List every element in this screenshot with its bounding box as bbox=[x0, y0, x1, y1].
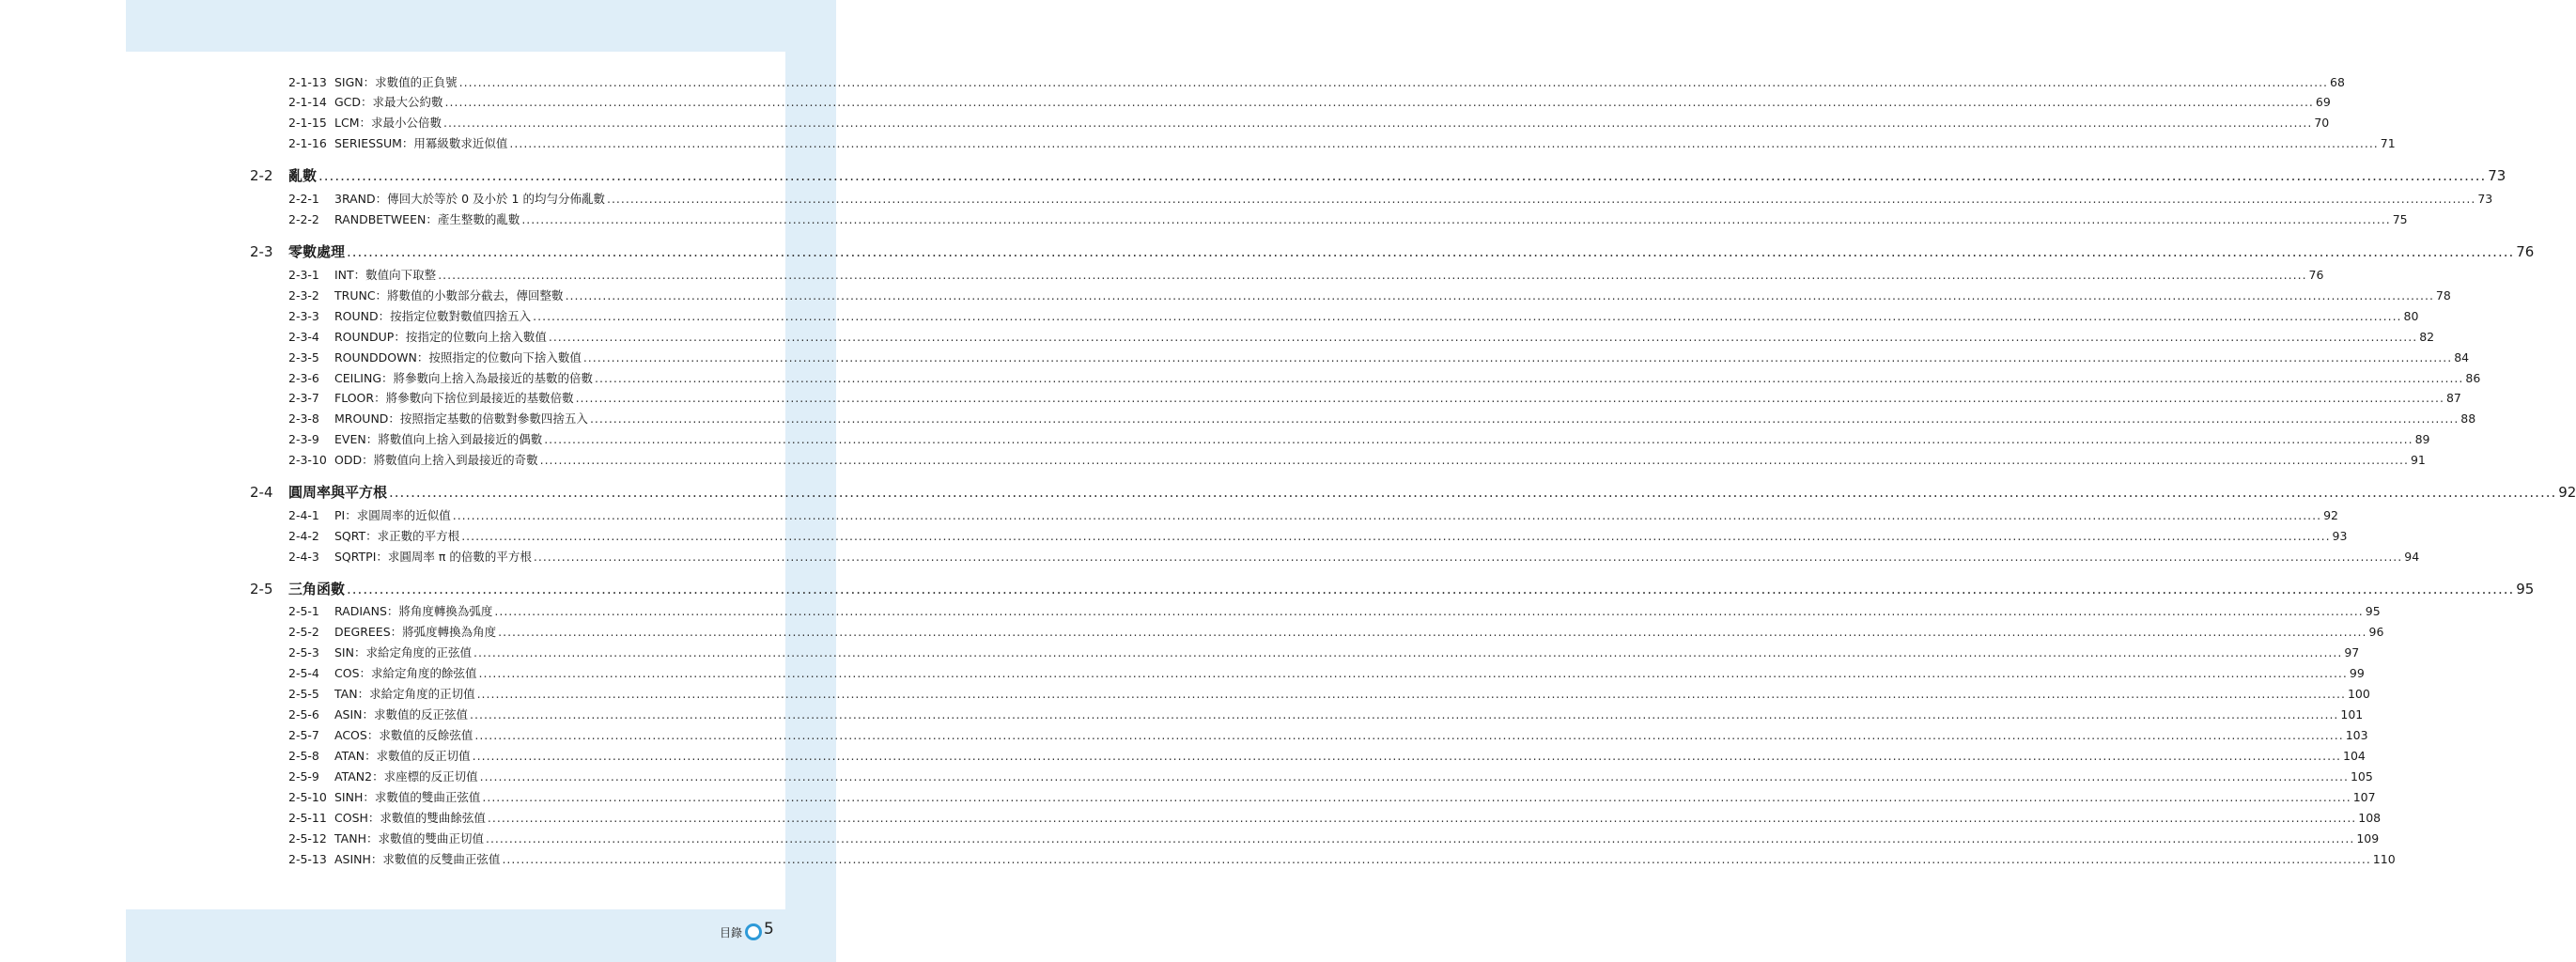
toc-title: COS：求給定角度的餘弦值 bbox=[334, 666, 477, 680]
dot-leader: ................................................................................................................................................................................................................................................................................................................................................................................................................ bbox=[318, 167, 2487, 184]
toc-page-number: 99 bbox=[2349, 666, 2365, 680]
toc-number: 2-4-1 bbox=[288, 508, 319, 522]
dot-leader: ................................................................................................................................................................................................................................................................................................................................................................................................................ bbox=[589, 411, 2460, 426]
toc-title: SQRTPI：求圓周率 π 的倍數的平方根 bbox=[334, 550, 532, 564]
toc-title: ASINH：求數值的反雙曲正弦值 bbox=[334, 852, 501, 866]
toc-number: 2-1-14 bbox=[288, 95, 327, 109]
toc-entry[interactable] bbox=[288, 644, 2360, 662]
toc-page-number: 92 bbox=[2558, 484, 2576, 501]
toc-page-number: 73 bbox=[2477, 192, 2493, 206]
toc-section-heading[interactable] bbox=[250, 164, 2506, 187]
dot-leader: ................................................................................................................................................................................................................................................................................................................................................................................................................ bbox=[478, 666, 2348, 680]
toc-page-number: 76 bbox=[2308, 268, 2324, 282]
toc-entry[interactable] bbox=[288, 747, 2366, 766]
toc-page-number: 94 bbox=[2404, 550, 2420, 564]
dot-leader: ................................................................................................................................................................................................................................................................................................................................................................................................................ bbox=[494, 604, 2364, 618]
dot-leader: ................................................................................................................................................................................................................................................................................................................................................................................................................ bbox=[444, 95, 2314, 109]
toc-page-number: 103 bbox=[2345, 728, 2368, 742]
dot-leader: ................................................................................................................................................................................................................................................................................................................................................................................................................ bbox=[606, 192, 2476, 206]
toc-entry[interactable] bbox=[288, 548, 2420, 566]
toc-title: TANH：求數值的雙曲正切值 bbox=[334, 831, 484, 846]
toc-title: TAN：求給定角度的正切值 bbox=[334, 687, 475, 701]
toc-title: 三角函數 bbox=[288, 581, 346, 597]
toc-title: PI：求圓周率的近似值 bbox=[334, 508, 451, 522]
toc-title: COSH：求數值的雙曲餘弦值 bbox=[334, 811, 486, 825]
dot-leader: ................................................................................................................................................................................................................................................................................................................................................................................................................ bbox=[389, 484, 2557, 501]
dot-leader: ................................................................................................................................................................................................................................................................................................................................................................................................................ bbox=[565, 288, 2434, 303]
toc-title: SQRT：求正數的平方根 bbox=[334, 529, 460, 543]
toc-number: 2-1-15 bbox=[288, 116, 327, 130]
toc-title: INT：數值向下取整 bbox=[334, 268, 437, 282]
toc-title: 3RAND：傳回大於等於 0 及小於 1 的均勻分佈亂數 bbox=[334, 192, 605, 206]
dot-leader: ................................................................................................................................................................................................................................................................................................................................................................................................................ bbox=[533, 309, 2402, 323]
toc-entry[interactable] bbox=[288, 93, 2331, 112]
toc-page-number: 104 bbox=[2343, 749, 2366, 763]
toc-title: 圓周率與平方根 bbox=[288, 484, 388, 501]
toc-entry[interactable] bbox=[288, 210, 2408, 229]
top-band bbox=[126, 0, 836, 52]
toc-entry[interactable] bbox=[288, 527, 2348, 546]
toc-number: 2-3-5 bbox=[288, 350, 319, 365]
toc-title: 零數處理 bbox=[288, 243, 346, 260]
toc-page-number: 92 bbox=[2323, 508, 2338, 522]
dot-leader: ................................................................................................................................................................................................................................................................................................................................................................................................................ bbox=[442, 116, 2313, 130]
toc-number: 2-5-13 bbox=[288, 852, 327, 866]
toc-page-number: 108 bbox=[2358, 811, 2382, 825]
dot-leader: ................................................................................................................................................................................................................................................................................................................................................................................................................ bbox=[470, 707, 2339, 722]
toc-entry[interactable] bbox=[288, 768, 2373, 786]
toc-entry[interactable] bbox=[288, 685, 2370, 704]
toc-number: 2-5-6 bbox=[288, 707, 319, 722]
toc-number: 2-5-4 bbox=[288, 666, 319, 680]
toc-title: TRUNC：將數值的小數部分截去，傳回整數 bbox=[334, 288, 564, 303]
toc-page-number: 88 bbox=[2460, 411, 2476, 426]
toc-page-number: 97 bbox=[2344, 645, 2360, 659]
toc-page-number: 95 bbox=[2365, 604, 2381, 618]
toc-entry[interactable] bbox=[288, 430, 2430, 449]
toc-number: 2-4-3 bbox=[288, 550, 319, 564]
dot-leader: ................................................................................................................................................................................................................................................................................................................................................................................................................ bbox=[474, 728, 2344, 742]
toc-title: ATAN：求數值的反正切值 bbox=[334, 749, 471, 763]
toc-page-number: 76 bbox=[2516, 243, 2535, 260]
toc-number: 2-3-7 bbox=[288, 391, 319, 405]
toc-number: 2-3-2 bbox=[288, 288, 319, 303]
toc-page-number: 82 bbox=[2419, 330, 2435, 344]
toc-title: DEGREES：將弧度轉換為角度 bbox=[334, 625, 497, 639]
toc-page-number: 78 bbox=[2435, 288, 2451, 303]
toc-page-number: 80 bbox=[2403, 309, 2419, 323]
toc-entry[interactable] bbox=[288, 788, 2376, 807]
dot-leader: ................................................................................................................................................................................................................................................................................................................................................................................................................ bbox=[461, 529, 2331, 543]
toc-entry[interactable] bbox=[288, 451, 2426, 470]
toc-entry[interactable] bbox=[288, 134, 2396, 153]
toc-number: 2-3 bbox=[250, 243, 273, 260]
toc-page-number: 96 bbox=[2368, 625, 2384, 639]
toc-number: 2-3-3 bbox=[288, 309, 319, 323]
dot-leader: ................................................................................................................................................................................................................................................................................................................................................................................................................ bbox=[473, 645, 2343, 659]
dot-leader: ................................................................................................................................................................................................................................................................................................................................................................................................................ bbox=[438, 268, 2307, 282]
page-number: 5 bbox=[764, 920, 774, 939]
toc-title: ASIN：求數值的反正弦值 bbox=[334, 707, 469, 722]
dot-leader: ................................................................................................................................................................................................................................................................................................................................................................................................................ bbox=[485, 831, 2355, 846]
dot-leader: ................................................................................................................................................................................................................................................................................................................................................................................................................ bbox=[472, 749, 2342, 763]
toc-number: 2-2-2 bbox=[288, 212, 319, 226]
toc-entry[interactable] bbox=[288, 623, 2384, 642]
toc-page-number: 73 bbox=[2488, 167, 2506, 184]
dot-leader: ................................................................................................................................................................................................................................................................................................................................................................................................................ bbox=[582, 350, 2453, 365]
toc-title: ROUNDUP：按指定的位數向上捨入數值 bbox=[334, 330, 547, 344]
dot-leader: ................................................................................................................................................................................................................................................................................................................................................................................................................ bbox=[487, 811, 2357, 825]
toc-number: 2-5-9 bbox=[288, 769, 319, 784]
dot-leader: ................................................................................................................................................................................................................................................................................................................................................................................................................ bbox=[502, 852, 2371, 866]
toc-page-number: 100 bbox=[2347, 687, 2370, 701]
toc-entry[interactable] bbox=[288, 809, 2382, 828]
toc-entry[interactable] bbox=[288, 726, 2368, 745]
dot-leader: ................................................................................................................................................................................................................................................................................................................................................................................................................ bbox=[544, 432, 2413, 446]
toc-title: ACOS：求數值的反餘弦值 bbox=[334, 728, 473, 742]
toc-number: 2-5-10 bbox=[288, 790, 327, 804]
toc-title: 亂數 bbox=[288, 167, 318, 184]
toc-number: 2-3-8 bbox=[288, 411, 319, 426]
toc-number: 2-5-3 bbox=[288, 645, 319, 659]
toc-number: 2-5-2 bbox=[288, 625, 319, 639]
toc-number: 2-5-1 bbox=[288, 604, 319, 618]
toc-page-number: 87 bbox=[2445, 391, 2461, 405]
toc-title: RANDBETWEEN：產生整數的亂數 bbox=[334, 212, 520, 226]
toc-page-number: 107 bbox=[2352, 790, 2376, 804]
toc-entry[interactable] bbox=[288, 287, 2451, 305]
toc-title: SIN：求給定角度的正弦值 bbox=[334, 645, 472, 659]
toc-page-number: 95 bbox=[2516, 581, 2535, 597]
left-margin bbox=[0, 0, 126, 962]
toc-section-heading[interactable] bbox=[250, 578, 2535, 600]
toc-number: 2-5-8 bbox=[288, 749, 319, 763]
toc-number: 2-4 bbox=[250, 484, 273, 501]
toc-entry[interactable] bbox=[288, 706, 2364, 724]
toc-entry[interactable] bbox=[288, 664, 2365, 683]
dot-leader: ................................................................................................................................................................................................................................................................................................................................................................................................................ bbox=[498, 625, 2367, 639]
dot-leader: ................................................................................................................................................................................................................................................................................................................................................................................................................ bbox=[476, 687, 2346, 701]
toc-number: 2-3-6 bbox=[288, 371, 319, 385]
toc-page-number: 86 bbox=[2465, 371, 2481, 385]
toc-entry[interactable] bbox=[288, 410, 2476, 428]
toc-title: SIGN：求數值的正負號 bbox=[334, 75, 458, 89]
toc-entry[interactable] bbox=[288, 266, 2324, 285]
toc-title: ROUND：按指定位數對數值四捨五入 bbox=[334, 309, 532, 323]
toc-title: ODD：將數值向上捨入到最接近的奇數 bbox=[334, 453, 538, 467]
toc-title: RADIANS：將角度轉換為弧度 bbox=[334, 604, 493, 618]
dot-leader: ................................................................................................................................................................................................................................................................................................................................................................................................................ bbox=[347, 243, 2515, 260]
toc-number: 2-4-2 bbox=[288, 529, 319, 543]
toc-section-heading[interactable] bbox=[250, 481, 2576, 504]
dot-leader: ................................................................................................................................................................................................................................................................................................................................................................................................................ bbox=[595, 371, 2464, 385]
toc-title: SINH：求數值的雙曲正弦值 bbox=[334, 790, 481, 804]
dot-leader: ................................................................................................................................................................................................................................................................................................................................................................................................................ bbox=[539, 453, 2409, 467]
toc-section-heading[interactable] bbox=[250, 240, 2535, 263]
toc-entry[interactable] bbox=[288, 190, 2493, 209]
toc-entry[interactable] bbox=[288, 506, 2338, 525]
toc-number: 2-5 bbox=[250, 581, 273, 597]
toc-entry[interactable] bbox=[288, 349, 2470, 367]
toc-number: 2-3-10 bbox=[288, 453, 327, 467]
toc-number: 2-2 bbox=[250, 167, 273, 184]
toc-entry[interactable] bbox=[288, 73, 2345, 92]
toc-page-number: 91 bbox=[2410, 453, 2426, 467]
toc-entry[interactable] bbox=[288, 830, 2380, 848]
circle-icon bbox=[745, 923, 762, 940]
toc-number: 2-2-1 bbox=[288, 192, 319, 206]
toc-page-number: 69 bbox=[2315, 95, 2331, 109]
toc-entry[interactable] bbox=[288, 369, 2481, 388]
toc-page-number: 70 bbox=[2314, 116, 2330, 130]
toc-page-number: 84 bbox=[2454, 350, 2470, 365]
dot-leader: ................................................................................................................................................................................................................................................................................................................................................................................................................ bbox=[521, 212, 2391, 226]
toc-number: 2-1-13 bbox=[288, 75, 327, 89]
dot-leader: ................................................................................................................................................................................................................................................................................................................................................................................................................ bbox=[482, 790, 2351, 804]
toc-entry[interactable] bbox=[288, 602, 2381, 621]
dot-leader: ................................................................................................................................................................................................................................................................................................................................................................................................................ bbox=[452, 508, 2322, 522]
toc-title: CEILING：將參數向上捨入為最接近的基數的倍數 bbox=[334, 371, 594, 385]
toc-number: 2-3-9 bbox=[288, 432, 319, 446]
toc-number: 2-3-1 bbox=[288, 268, 319, 282]
toc-page-number: 109 bbox=[2356, 831, 2380, 846]
toc-title: FLOOR：將參數向下捨位到最接近的基數倍數 bbox=[334, 391, 574, 405]
toc-entry[interactable] bbox=[288, 328, 2435, 347]
toc-title: LCM：求最小公倍數 bbox=[334, 116, 442, 130]
toc-page-number: 75 bbox=[2392, 212, 2408, 226]
toc-number: 2-3-4 bbox=[288, 330, 319, 344]
dot-leader: ................................................................................................................................................................................................................................................................................................................................................................................................................ bbox=[347, 581, 2515, 597]
toc-page-number: 101 bbox=[2340, 707, 2364, 722]
toc-page-number: 93 bbox=[2332, 529, 2348, 543]
toc-page-number: 105 bbox=[2350, 769, 2373, 784]
dot-leader: ................................................................................................................................................................................................................................................................................................................................................................................................................ bbox=[509, 136, 2379, 150]
toc-title: GCD：求最大公約數 bbox=[334, 95, 443, 109]
toc-title: ATAN2：求座標的反正切值 bbox=[334, 769, 478, 784]
toc-page-number: 110 bbox=[2372, 852, 2396, 866]
dot-leader: ................................................................................................................................................................................................................................................................................................................................................................................................................ bbox=[458, 75, 2329, 89]
toc-title: SERIESSUM：用冪級數求近似值 bbox=[334, 136, 508, 150]
toc-entry[interactable] bbox=[288, 114, 2330, 132]
toc-title: ROUNDDOWN：按照指定的位數向下捨入數值 bbox=[334, 350, 582, 365]
toc-number: 2-5-7 bbox=[288, 728, 319, 742]
dot-leader: ................................................................................................................................................................................................................................................................................................................................................................................................................ bbox=[575, 391, 2444, 405]
toc-page-number: 68 bbox=[2330, 75, 2345, 89]
toc-number: 2-5-5 bbox=[288, 687, 319, 701]
toc-page-number: 71 bbox=[2380, 136, 2396, 150]
dot-leader: ................................................................................................................................................................................................................................................................................................................................................................................................................ bbox=[548, 330, 2418, 344]
dot-leader: ................................................................................................................................................................................................................................................................................................................................................................................................................ bbox=[479, 769, 2349, 784]
dot-leader: ................................................................................................................................................................................................................................................................................................................................................................................................................ bbox=[533, 550, 2403, 564]
toc-entry[interactable] bbox=[288, 307, 2419, 326]
toc-entry[interactable] bbox=[288, 850, 2396, 869]
toc-entry[interactable] bbox=[288, 389, 2461, 408]
toc-title: MROUND：按照指定基數的倍數對參數四捨五入 bbox=[334, 411, 588, 426]
toc-number: 2-5-11 bbox=[288, 811, 327, 825]
footer-label: 目錄 bbox=[720, 926, 743, 939]
toc-title: EVEN：將數值向上捨入到最接近的偶數 bbox=[334, 432, 543, 446]
toc-number: 2-5-12 bbox=[288, 831, 327, 846]
toc-number: 2-1-16 bbox=[288, 136, 327, 150]
toc-page-number: 89 bbox=[2414, 432, 2430, 446]
